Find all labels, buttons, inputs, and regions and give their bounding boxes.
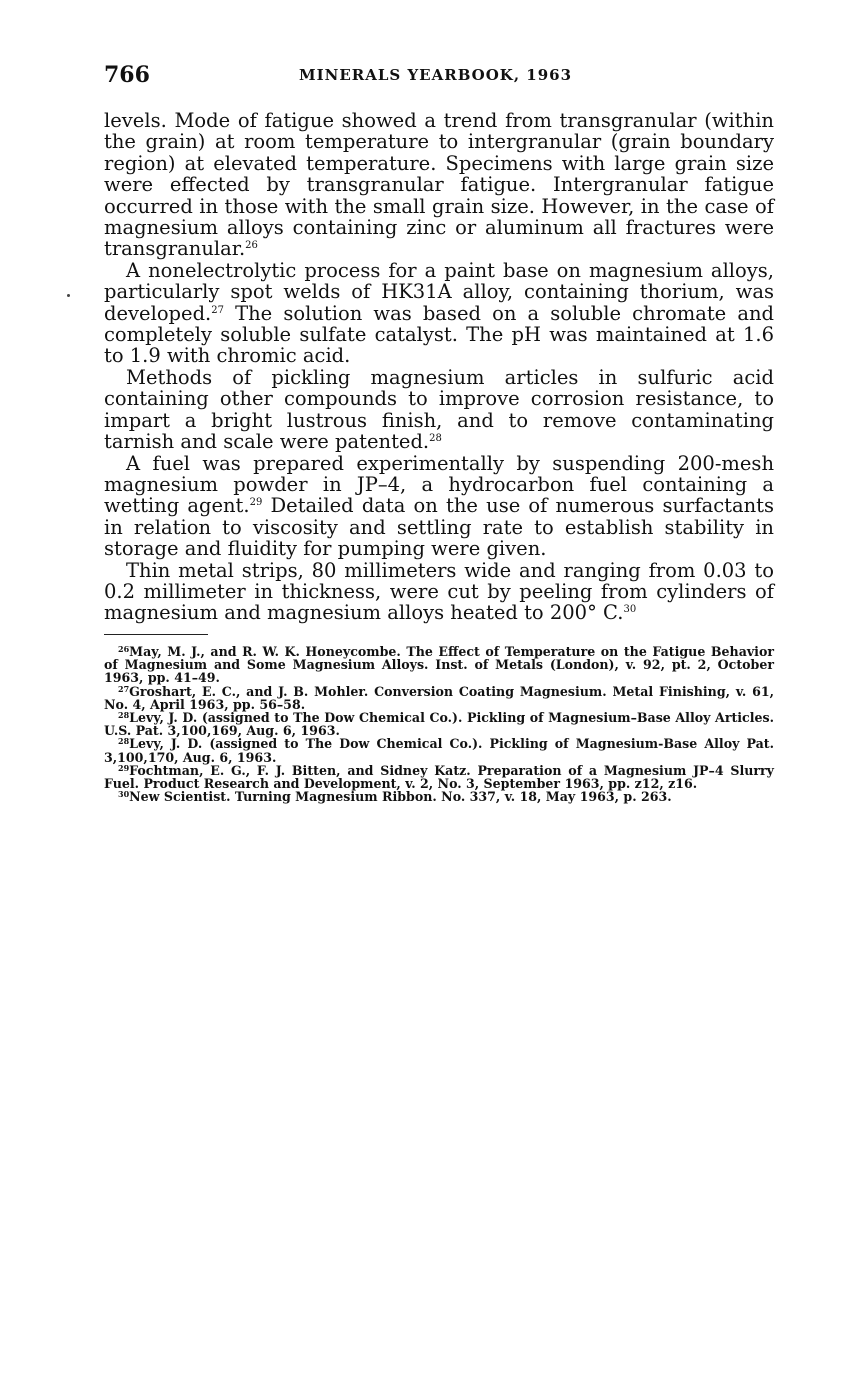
footnote-ref: 27 — [211, 304, 224, 316]
paragraph: levels. Mode of fatigue showed a trend from transgranular (within the grain) at room temperature to intergranular (grain boundary region) at elevated temperature. Specimens with large grain size were effected by transgranular fatigue. Intergranular fatigue occurred in those with the small grain size. However, in the case of magnesium alloys containing zinc or aluminum all fractures were transgranular.$^{26}$ — [104, 109, 774, 261]
footnote: $^{30}$New Scientist. Turning Magnesium Ribbon. No. 337, v. 18, May 1963, p. 263. — [118, 789, 672, 805]
footnote: $^{27}$Groshart, E. C., and J. B. Mohler. Conversion Coating Magnesium. Metal Finishing, v. 61, No. 4, April 1963, pp. 56–58. — [104, 683, 774, 712]
footnote: $^{26}$May, M. J., and R. W. K. Honeycombe. The Effect of Temperature on the Fatigue Behavior of Magnesium and Some Magnesium Alloys. Inst. of Metals (London), v. 92, pt. 2, October 1963, pp. 41–49. — [104, 644, 774, 686]
footnote-ref: 30 — [623, 604, 637, 616]
footnote-divider — [104, 634, 208, 635]
page-number: 766 — [104, 62, 150, 88]
footnote: $^{29}$Fochtman, E. G., F. J. Bitten, and Sidney Katz. Preparation of a Magnesium JP–4 Slurry Fuel. Product Research and Development, v. 2, No. 3, September 1963, pp. z12, z16. — [104, 762, 774, 792]
footnote-ref: 26 — [245, 240, 258, 252]
body-text — [104, 110, 774, 624]
footnote: $^{28}$Levy, J. D. (assigned to The Dow Chemical Co.). Pickling of Magnesium–Base Alloy Articles. U.S. Pat. 3,100,169, Aug. 6, 1963. — [104, 710, 774, 739]
footnote-ref: 28 — [429, 433, 442, 445]
page-header — [104, 62, 774, 92]
footnote-ref: 29 — [249, 497, 263, 509]
paragraph: Thin metal strips, 80 millimeters wide and ranging from 0.03 to 0.2 millimeter in thickness, were cut by peeling from cylinders of magnesium and magnesium alloys heated to 200° C.$^{30}$ — [104, 558, 774, 625]
paragraph: A nonelectrolytic process for a paint base on magnesium alloys, particularly spot welds of HK31A alloy, containing thorium, was developed.$^{27}$ The solution was based on a soluble chromate and completely soluble sulfate catalyst. The pH was maintained at 1.6 to 1.9 with chromic acid. — [104, 258, 774, 368]
footnote: $^{28}$Levy, J. D. (assigned to The Dow Chemical Co.). Pickling of Magnesium-Base Alloy Pat. 3,100,170, Aug. 6, 1963. — [104, 736, 774, 765]
margin-dot — [67, 294, 70, 297]
footnotes — [104, 645, 774, 803]
paragraph: A fuel was prepared experimentally by suspending 200-mesh magnesium powder in JP–4, a hydrocarbon fuel containing a wetting agent.$^{29}$ Detailed data on the use of numerous surfactants in relation to viscosity and settling rate to establish stability in storage and fluidity for pumping were given. — [104, 451, 775, 561]
running-title: MINERALS YEARBOOK, 1963 — [299, 66, 573, 84]
paragraph: Methods of pickling magnesium articles in sulfuric acid containing other compounds to improve corrosion resistance, to impart a bright lustrous finish, and to remove contaminating tarnish and scale were patented.$^{28}$ — [104, 365, 774, 454]
